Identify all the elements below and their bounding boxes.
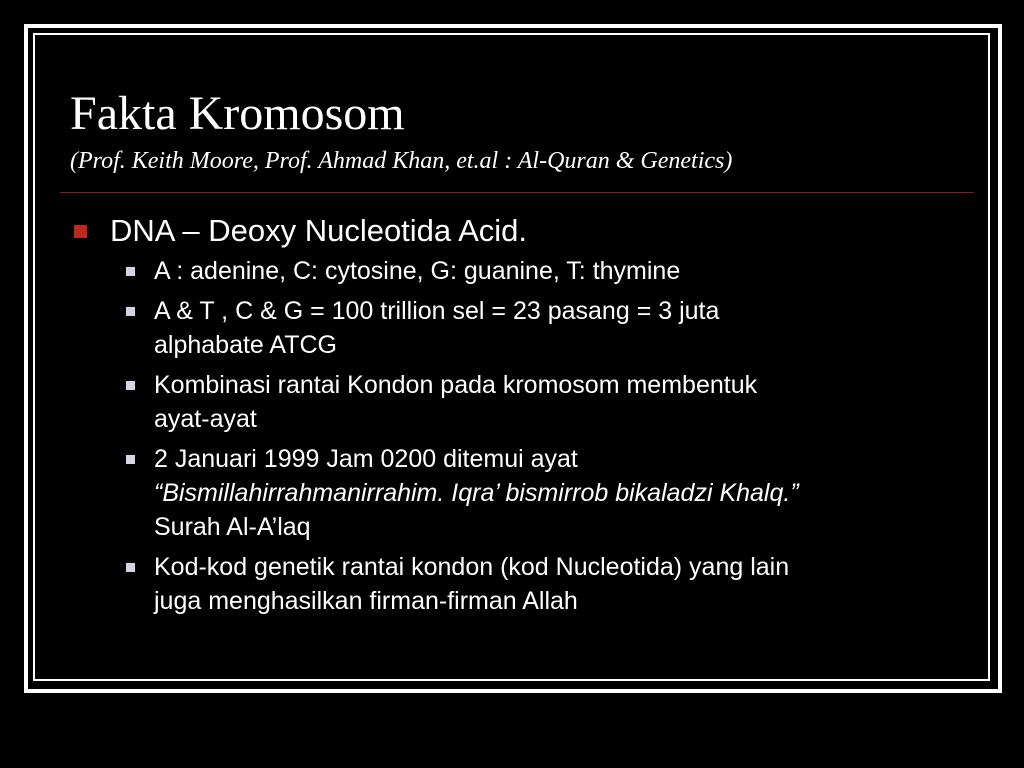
sub-bullet-line: alphabate ATCG bbox=[154, 331, 337, 359]
sub-bullet-item bbox=[70, 294, 974, 362]
sub-bullet-item bbox=[70, 550, 974, 618]
main-bullet-text: DNA – Deoxy Nucleotida Acid. bbox=[110, 213, 527, 248]
slide-title: Fakta Kromosom bbox=[70, 87, 405, 140]
square-bullet-icon bbox=[126, 307, 135, 316]
sub-bullet-line: A : adenine, C: cytosine, G: guanine, T: thymine bbox=[154, 257, 681, 285]
sub-bullet-line: Kod-kod genetik rantai kondon (kod Nucleotida) yang lain bbox=[154, 553, 790, 581]
square-bullet-icon bbox=[126, 381, 135, 390]
sub-bullet-list bbox=[70, 254, 970, 618]
square-bullet-icon bbox=[74, 225, 87, 238]
sub-bullet-line: A & T , C & G = 100 trillion sel = 23 pasang = 3 juta bbox=[154, 297, 720, 325]
title-divider bbox=[60, 192, 974, 193]
sub-bullet-line: Surah Al-A’laq bbox=[154, 513, 311, 541]
square-bullet-icon bbox=[126, 563, 135, 572]
slide-content bbox=[70, 210, 970, 624]
sub-bullet-line: juga menghasilkan firman-firman Allah bbox=[154, 587, 578, 615]
sub-bullet-line: Kombinasi rantai Kondon pada kromosom membentuk bbox=[154, 371, 758, 399]
quoted-verse: “Bismillahirrahmanirrahim. Iqra’ bismirrob bikaladzi Khalq.” bbox=[154, 479, 799, 507]
sub-bullet-item bbox=[70, 368, 974, 436]
sub-bullet-line: 2 Januari 1999 Jam 0200 ditemui ayat bbox=[154, 445, 578, 473]
sub-bullet-line: ayat-ayat bbox=[154, 405, 257, 433]
square-bullet-icon bbox=[126, 267, 135, 276]
main-bullet-item bbox=[70, 210, 970, 252]
slide-subtitle: (Prof. Keith Moore, Prof. Ahmad Khan, et.al : Al-Quran & Genetics) bbox=[70, 148, 733, 174]
sub-bullet-item bbox=[70, 442, 974, 544]
square-bullet-icon bbox=[126, 455, 135, 464]
sub-bullet-item bbox=[70, 254, 974, 288]
